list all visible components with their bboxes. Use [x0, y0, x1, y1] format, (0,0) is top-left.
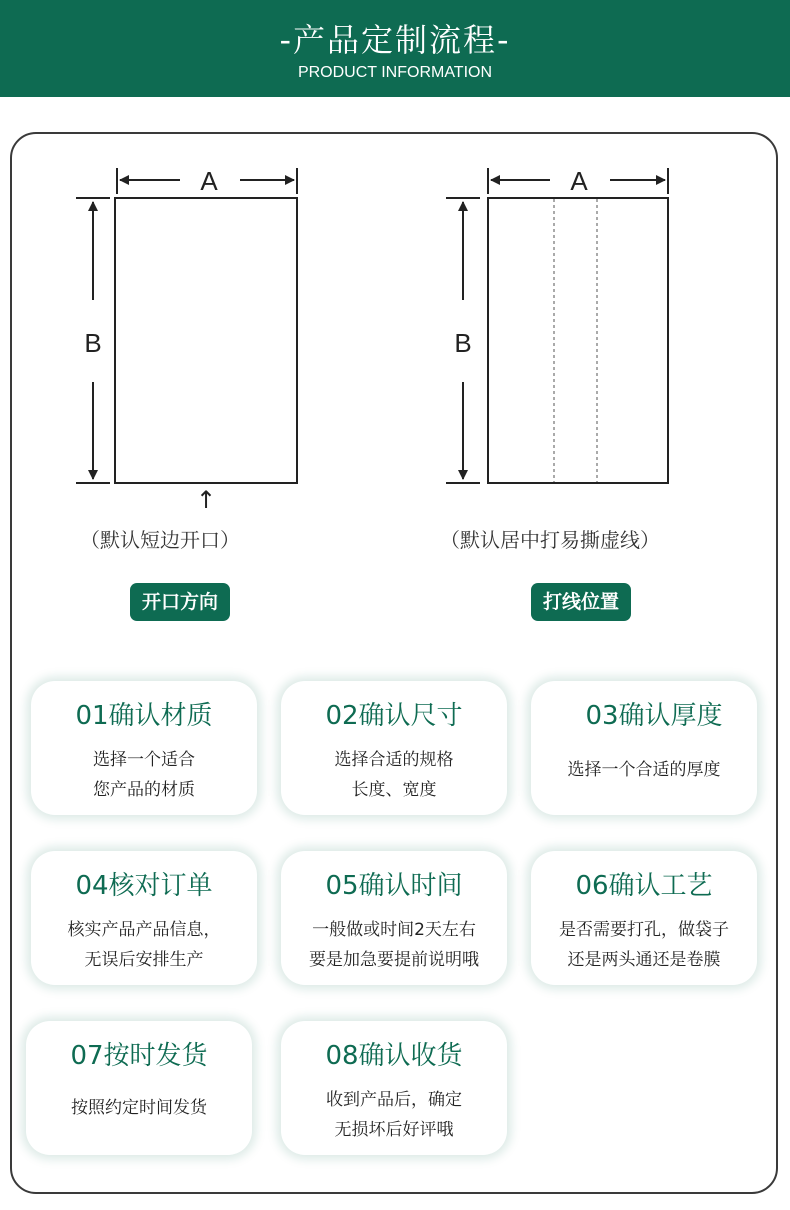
bag-outline — [488, 198, 668, 483]
step-desc-line: 无误后安排生产 — [84, 950, 204, 970]
step-desc — [281, 915, 507, 975]
step-card-01 — [31, 681, 257, 815]
diagram-short-edge-opening — [70, 160, 320, 510]
bag-diagram-left — [70, 160, 320, 510]
page-subtitle: PRODUCT INFORMATION — [297, 64, 493, 81]
step-title: 08确认收货 — [325, 1041, 463, 1071]
header-banner — [0, 0, 790, 97]
step-desc-line: 选择一个合适的厚度 — [567, 760, 721, 780]
step-desc — [531, 915, 757, 975]
tag-opening-direction: 开口方向 — [130, 583, 230, 621]
caption-tear-line: （默认居中打易撕虚线） — [440, 528, 660, 552]
page-title: -产品定制流程- — [279, 21, 511, 59]
step-card-03 — [531, 681, 757, 815]
diagram-tear-line — [440, 160, 690, 510]
step-title: 05确认时间 — [325, 871, 463, 901]
step-desc-line: 一般做或时间2天左右 — [312, 920, 476, 940]
bag-outline — [115, 198, 297, 483]
step-desc-line: 选择合适的规格 — [334, 750, 454, 770]
step-desc-line: 按照约定时间发货 — [71, 1098, 207, 1118]
dim-b-label: B — [84, 328, 102, 358]
step-card-08 — [281, 1021, 507, 1155]
step-desc-line: 要是加急要提前说明哦 — [309, 950, 479, 970]
opening-arrow-icon: ↑ — [195, 486, 217, 510]
step-card-07 — [26, 1021, 252, 1155]
step-title: 07按时发货 — [70, 1041, 208, 1071]
caption-short-edge: （默认短边开口） — [80, 528, 240, 552]
step-title: 03确认厚度 — [585, 701, 723, 731]
dim-a-label: A — [200, 166, 218, 196]
tag-line-position: 打线位置 — [531, 583, 631, 621]
bag-diagram-right — [440, 160, 690, 510]
step-desc — [531, 755, 757, 785]
step-desc — [26, 1093, 252, 1123]
step-desc-line: 无损坏后好评哦 — [334, 1120, 454, 1140]
step-title: 06确认工艺 — [575, 871, 713, 901]
step-card-06 — [531, 851, 757, 985]
step-card-04 — [31, 851, 257, 985]
step-desc-line: 选择一个适合 — [93, 750, 195, 770]
dim-a-label: A — [570, 166, 588, 196]
step-card-02 — [281, 681, 507, 815]
step-desc — [281, 1085, 507, 1145]
dim-b-label: B — [454, 328, 472, 358]
step-desc — [31, 745, 257, 805]
step-desc-line: 是否需要打孔，做袋子 — [559, 920, 729, 940]
step-desc-line: 还是两头通还是卷膜 — [567, 950, 721, 970]
step-desc-line: 核实产品产品信息， — [67, 920, 221, 940]
step-title: 02确认尺寸 — [325, 701, 463, 731]
step-title: 01确认材质 — [75, 701, 213, 731]
step-desc-line: 您产品的材质 — [93, 780, 195, 800]
step-title: 04核对订单 — [75, 871, 213, 901]
step-card-05 — [281, 851, 507, 985]
step-desc — [31, 915, 257, 975]
step-desc-line: 长度、宽度 — [351, 780, 437, 800]
step-desc-line: 收到产品后，确定 — [326, 1090, 462, 1110]
step-desc — [281, 745, 507, 805]
